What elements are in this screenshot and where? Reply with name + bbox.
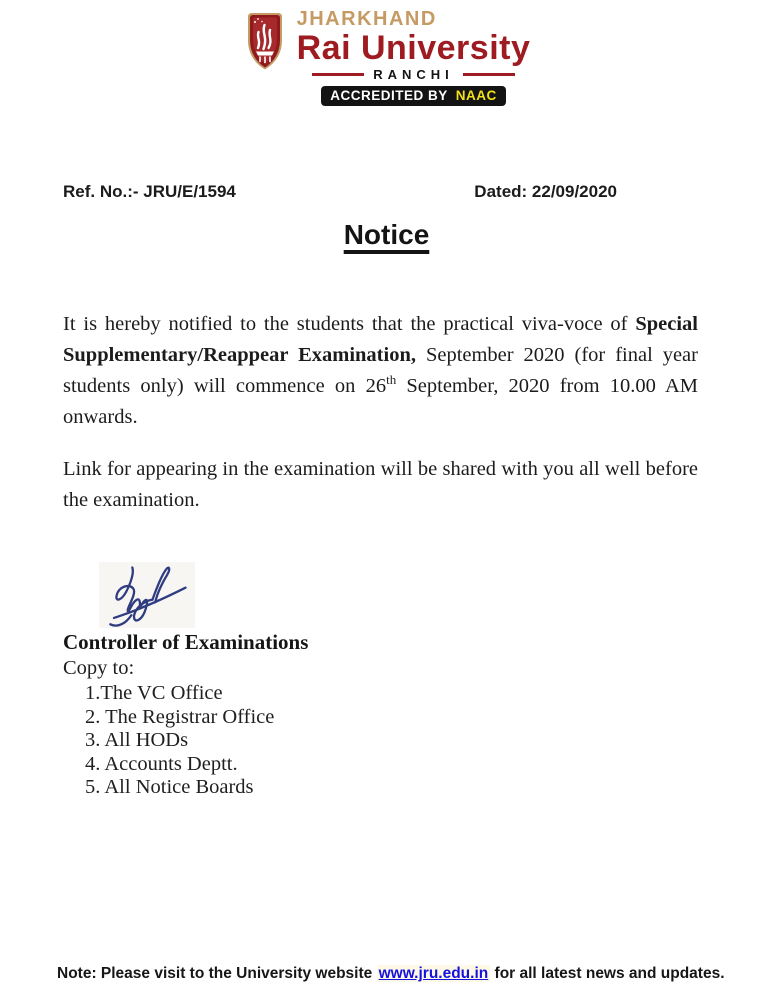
para1-ordinal-superscript: th	[386, 372, 397, 388]
university-website-link[interactable]: www.jru.edu.in	[378, 965, 489, 982]
logo-ranchi-row	[312, 67, 515, 82]
copy-list-item: 4. Accounts Deptt.	[85, 752, 238, 775]
notice-paragraph-2: Link for appearing in the examination will be shared with you all well before the examination.	[63, 458, 698, 511]
ref-number: Ref. No.:- JRU/E/1594	[63, 182, 236, 201]
copy-to-list	[85, 682, 773, 800]
shield-flame-icon	[243, 10, 287, 72]
copy-list-item: 1.The VC Office	[85, 682, 223, 704]
meta-row	[0, 182, 773, 202]
logo-rai-university-text: Rai University	[296, 29, 531, 67]
notice-paragraph-1	[0, 309, 773, 433]
naac-accreditation-badge	[321, 86, 506, 106]
para1-seg5: September, 2020 from 10.00 AM onwards.	[63, 375, 698, 428]
badge-naac-text: NAAC	[455, 88, 497, 103]
ranchi-right-rule	[463, 73, 515, 76]
logo-ranchi-text: RANCHI	[373, 67, 454, 82]
copy-list-item: 3. All HODs	[85, 729, 189, 752]
ranchi-left-rule	[312, 73, 364, 76]
copy-to-label: Copy to:	[63, 657, 135, 679]
footer-prefix: Note: Please visit to the University website	[57, 965, 377, 982]
para1-seg1: It is hereby notified to the students that the practical viva-voce of	[63, 313, 636, 335]
university-logo	[0, 0, 773, 106]
logo-text-block	[297, 8, 531, 106]
copy-list-item: 5. All Notice Boards	[85, 776, 254, 799]
footer-note	[57, 965, 725, 983]
badge-prefix-text: ACCREDITED BY	[330, 88, 448, 103]
para1-exam-name-bold: Special Supplementary/Reappear Examination,	[63, 313, 698, 366]
para1-seg3: September 2020 (for final year students only) will commence on 26	[63, 344, 698, 397]
footer-suffix: for all latest news and updates.	[490, 965, 725, 982]
logo-jharkhand-text: JHARKHAND	[296, 8, 437, 30]
signatory-title: Controller of Examinations	[63, 630, 309, 654]
handwritten-signature	[99, 562, 195, 628]
notice-title: Notice	[343, 219, 430, 250]
copy-list-item: 2. The Registrar Office	[85, 705, 275, 728]
date-text: Dated: 22/09/2020	[474, 182, 617, 201]
